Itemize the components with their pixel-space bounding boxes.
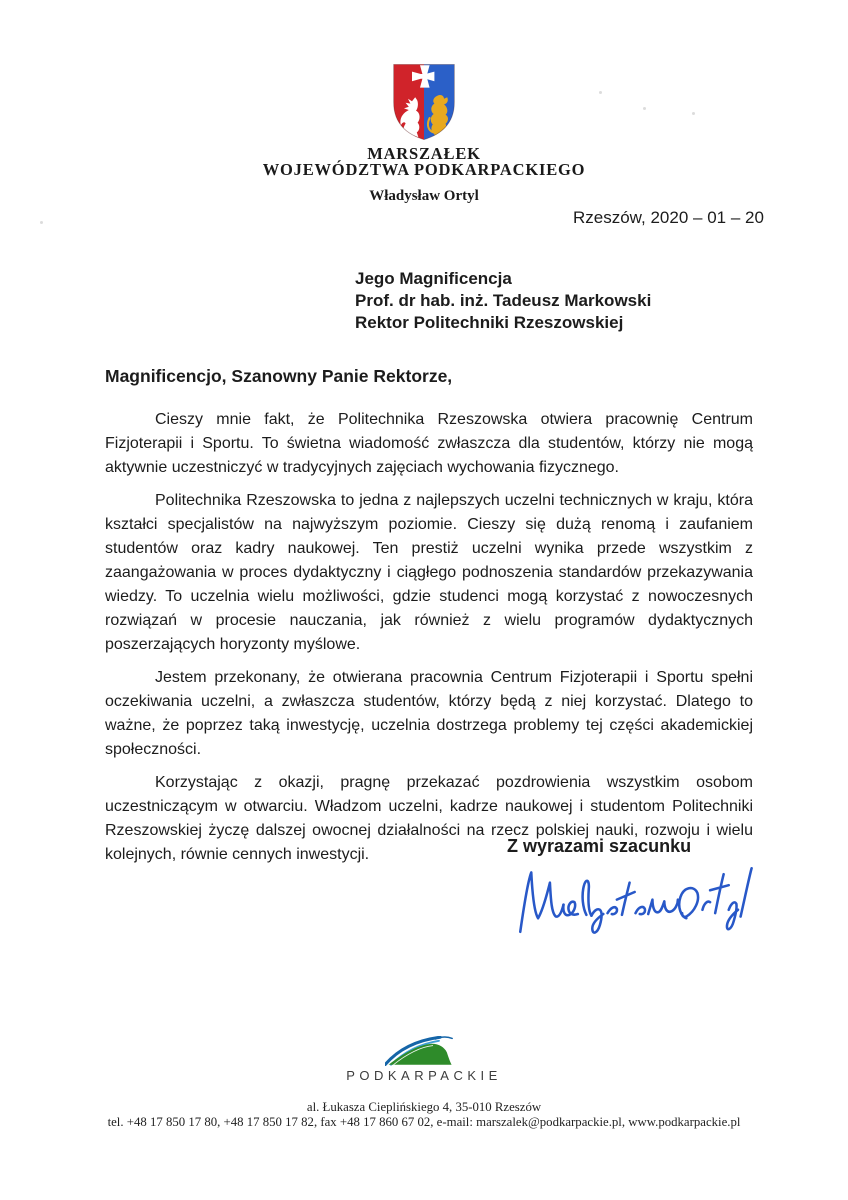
footer-brand: PODKARPACKIE — [346, 1068, 502, 1083]
footer-contact: tel. +48 17 850 17 80, +48 17 850 17 82, fax +48 17 860 67 02, e-mail: marszalek@podkarpackie.pl, www.podkarpackie.pl — [107, 1114, 741, 1129]
scan-speck — [599, 91, 602, 94]
sender-name: Władysław Ortyl — [369, 188, 479, 204]
footer-text — [0, 1100, 848, 1129]
recipient-title: Rektor Politechniki Rzeszowskiej — [355, 313, 624, 332]
paragraph-4: Korzystając z okazji, pragnę przekazać pozdrowienia wszystkim osobom uczestniczącym w otwarciu. Władzom uczelni, kadrze naukowej i studentom Politechniki Rzeszowskiej życzę dalszej owocnej działalności na rzecz polskiej nauki, rozwoju i wielu kolejnych, równie cennych inwestycji. — [105, 774, 753, 863]
paragraph-3: Jestem przekonany, że otwierana pracownia Centrum Fizjoterapii i Sportu spełni oczekiwania uczelni, a zwłaszcza studentów, którzy będą z niej korzystać. Dlatego to ważne, że poprzez taką inwestycję, uczelnia dostrzega problemy tej części akademickiej społeczności. — [105, 669, 753, 758]
signature-handwriting — [505, 864, 755, 942]
podkarpackie-wave-hill-icon — [385, 1036, 463, 1066]
letter-body — [105, 408, 753, 876]
closing-phrase: Z wyrazami szacunku — [507, 836, 692, 856]
paragraph-2: Politechnika Rzeszowska to jedna z najlepszych uczelni technicznych w kraju, która kształci specjalistów na najwyższym poziomie. Cieszy się dużą renomą i zaufaniem studentów oraz kadry naukowej. Ten prestiż uczelni wynika przede wszystkim z zaangażowania w proces dydaktyczny i ciągłego podnoszenia standardów przekazywania wiedzy. To uczelnia wielu możliwości, gdzie studenci mogą korzystać z nowoczesnych rozwiązań w procesie nauczania, jak również z wielu programów dydaktycznych poszerzających horyzonty myślowe. — [105, 492, 753, 653]
date-line: Rzeszów, 2020 – 01 – 20 — [573, 208, 764, 227]
letterhead — [0, 62, 848, 205]
sender-office-line1: MARSZAŁEK — [367, 144, 481, 163]
footer-logo — [0, 1036, 848, 1083]
recipient-name: Prof. dr hab. inż. Tadeusz Markowski — [355, 291, 652, 310]
recipient-block — [355, 268, 651, 334]
footer-address: al. Łukasza Cieplińskiego 4, 35-010 Rzeszów — [306, 1100, 542, 1114]
sender-office-line2: WOJEWÓDZTWA PODKARPACKIEGO — [262, 160, 586, 179]
scan-speck — [40, 221, 43, 224]
scan-speck — [692, 112, 695, 115]
podkarpackie-coat-of-arms-icon — [388, 62, 460, 142]
recipient-honorific: Jego Magnificencja — [355, 269, 512, 288]
paragraph-1: Cieszy mnie fakt, że Politechnika Rzeszowska otwiera pracownię Centrum Fizjoterapii i Sportu. To świetna wiadomość zwłaszcza dla studentów, którzy nie mogą aktywnie uczestniczyć w tradycyjnych zajęciach wychowania fizycznego. — [105, 411, 753, 476]
scan-speck — [643, 107, 646, 110]
salutation: Magnificencjo, Szanowny Panie Rektorze, — [105, 366, 453, 386]
